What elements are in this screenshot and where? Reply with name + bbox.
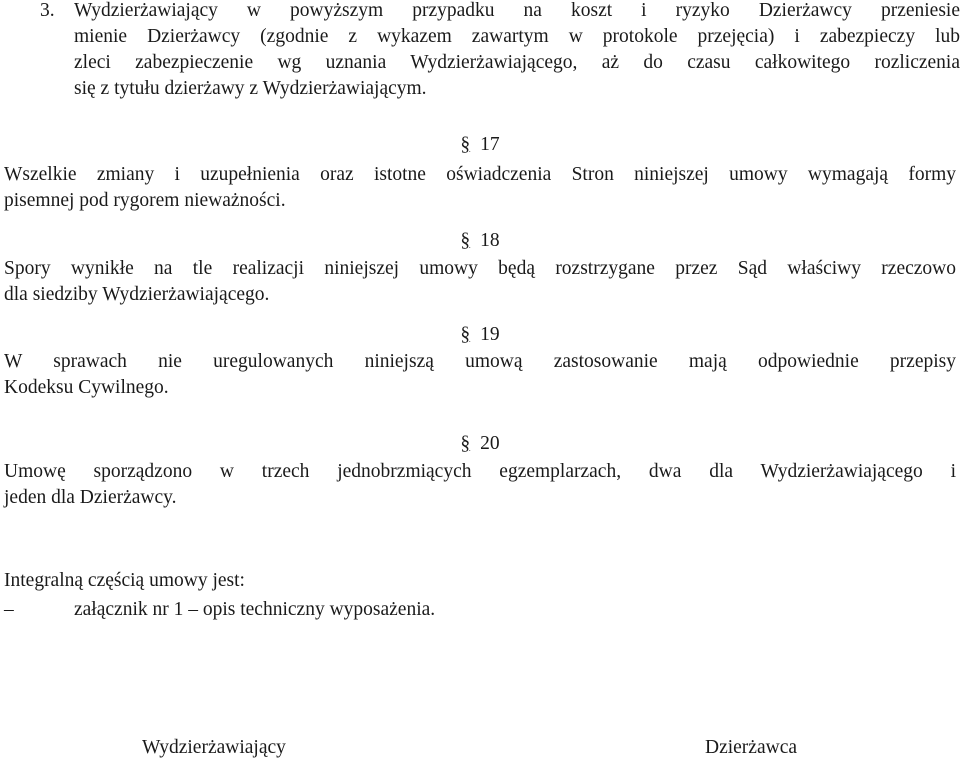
- section-number: 20: [480, 433, 500, 454]
- section-sign: §: [460, 230, 471, 251]
- section-19-heading: [0, 322, 960, 348]
- section-sign: §: [460, 324, 471, 345]
- point-3-text: [74, 0, 960, 102]
- section-19-body: [4, 349, 956, 401]
- attachments-heading: Integralną częścią umowy jest:: [4, 570, 245, 591]
- text-line: Spory wynikłe na tle realizacji niniejszej umowy będą rozstrzygane przez Sąd właściwy rzeczowo: [4, 258, 956, 279]
- text-line: dla siedziby Wydzierżawiającego.: [4, 284, 270, 305]
- section-number: 19: [480, 324, 500, 345]
- text-line: Kodeksu Cywilnego.: [4, 377, 169, 398]
- text-line: Wydzierżawiający w powyższym przypadku na koszt i ryzyko Dzierżawcy przeniesie: [74, 0, 960, 21]
- bullet-dash: –: [4, 599, 14, 620]
- text-line: zleci zabezpieczenie wg uznania Wydzierżawiającego, aż do czasu całkowitego rozliczenia: [74, 52, 960, 73]
- text-line: W sprawach nie uregulowanych niniejszą umową zastosowanie mają odpowiednie przepisy: [4, 351, 956, 372]
- attachment-text: załącznik nr 1 – opis techniczny wyposażenia.: [74, 599, 436, 620]
- section-18-heading: [0, 228, 960, 254]
- section-20-heading: [0, 431, 960, 457]
- text-line: Umowę sporządzono w trzech jednobrzmiących egzemplarzach, dwa dla Wydzierżawiającego i: [4, 461, 956, 482]
- section-number: 18: [480, 230, 500, 251]
- section-number: 17: [480, 134, 500, 155]
- text-line: mienie Dzierżawcy (zgodnie z wykazem zawartym w protokole przejęcia) i zabezpieczy lub: [74, 26, 960, 47]
- section-18-body: [4, 256, 956, 308]
- signature-lessee: Dzierżawca: [705, 737, 798, 758]
- text-line: pisemnej pod rygorem nieważności.: [4, 190, 286, 211]
- section-17-body: [4, 162, 956, 214]
- text-line: Wszelkie zmiany i uzupełnienia oraz istotne oświadczenia Stron niniejszej umowy wymagają formy: [4, 164, 956, 185]
- text-line: jeden dla Dzierżawcy.: [4, 487, 177, 508]
- signature-lessor: Wydzierżawiający: [142, 737, 286, 758]
- point-number: 3.: [40, 0, 55, 21]
- text-line: się z tytułu dzierżawy z Wydzierżawiającym.: [74, 78, 427, 99]
- attachment-item: [4, 597, 435, 623]
- section-17-heading: [0, 132, 960, 158]
- section-20-body: [4, 459, 956, 511]
- section-sign: §: [460, 433, 471, 454]
- section-sign: §: [460, 134, 471, 155]
